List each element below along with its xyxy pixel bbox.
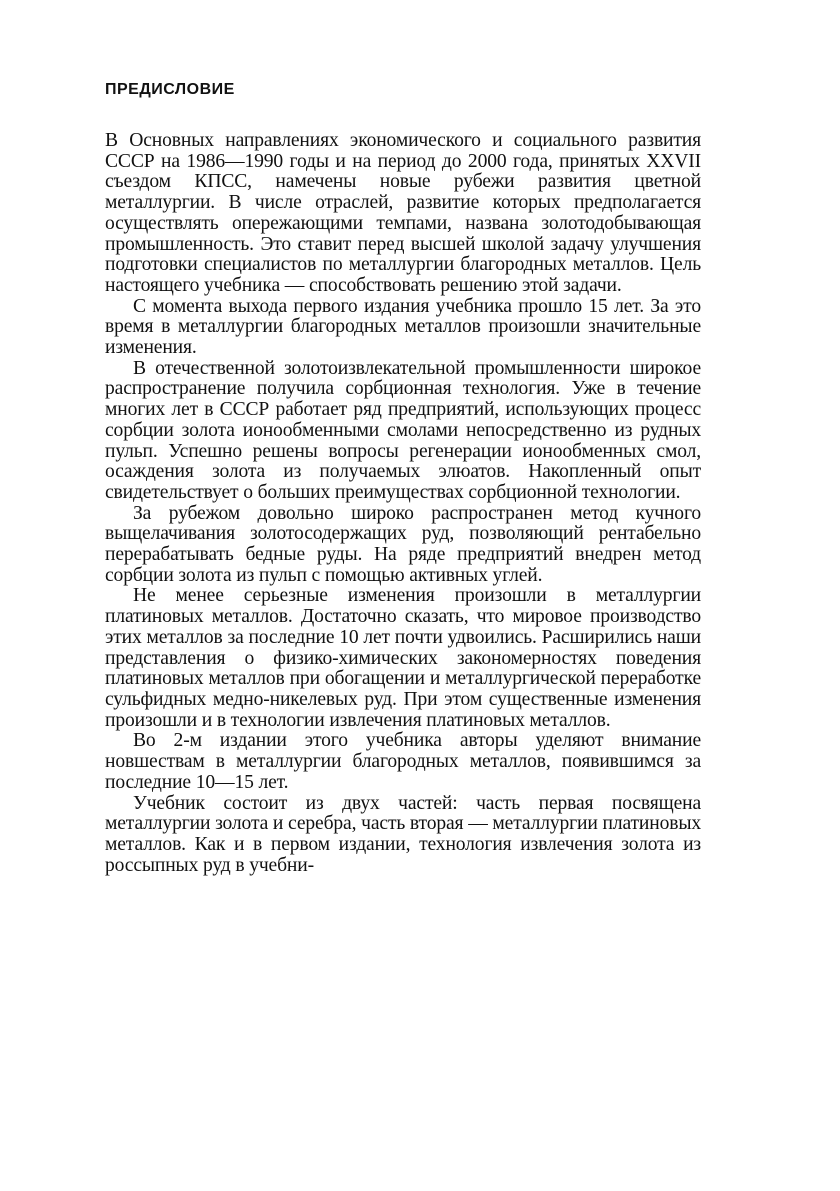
paragraph-4: За рубежом довольно широко распространен метод кучного выщелачивания золотосодержащих руд, позволяющий рентабельно перерабатывать бедные руды. На ряде предприятий внедрен метод сорбции золота из пульп с помощью активных углей. [105,502,701,586]
paragraph-3: В отечественной золотоизвлекательной промышленности широкое распространение получила сорбционная технология. Уже в течение многих лет в СССР работает ряд предприятий, использующих процесс сорбции золота ионообменными смолами непосредственно из рудных пульп. Успешно решены вопросы регенерации ионообменных смол, осаждения золота из получаемых элюатов. Накопленный опыт свидетельствует о больших преимуществах сорбционной технологии. [105,357,701,503]
paragraph-7: Учебник состоит из двух частей: часть первая посвящена металлургии золота и серебра, часть вторая — металлургии платиновых металлов. Как и в первом издании, технология извлечения золота из россыпных руд в учебни- [105,792,701,876]
paragraph-6: Во 2-м издании этого учебника авторы уделяют внимание новшествам в металлургии благородных металлов, появившимся за последние 10—15 лет. [105,730,701,793]
paragraph-2: С момента выхода первого издания учебника прошло 15 лет. За это время в металлургии благородных металлов произошли значительные изменения. [105,295,701,359]
paragraph-5: Не менее серьезные изменения произошли в металлургии платиновых металлов. Достаточно сказать, что мировое производство этих металлов за последние 10 лет почти удвоились. Расширились наши представления о физико-химических закономерностях поведения платиновых металлов при обогащении и металлургической переработке сульфидных медно-никелевых руд. При этом существенные изменения произошли и в технологии извлечения платиновых металлов. [105,585,701,731]
page-heading: ПРЕДИСЛОВИЕ [105,81,235,98]
document-page [105,70,701,876]
paragraph-1: В Основных направлениях экономического и социального развития СССР на 1986—1990 годы и на период до 2000 года, принятых XXVII съездом КПСС, намечены новые рубежи развития цветной металлургии. В числе отраслей, развитие которых предполагается осуществлять опережающими темпами, названа золотодобывающая промышленность. Это ставит перед высшей школой задачу улучшения подготовки специалистов по металлургии благородных металлов. Цель настоящего учебника — способствовать решению этой задачи. [105,130,701,296]
